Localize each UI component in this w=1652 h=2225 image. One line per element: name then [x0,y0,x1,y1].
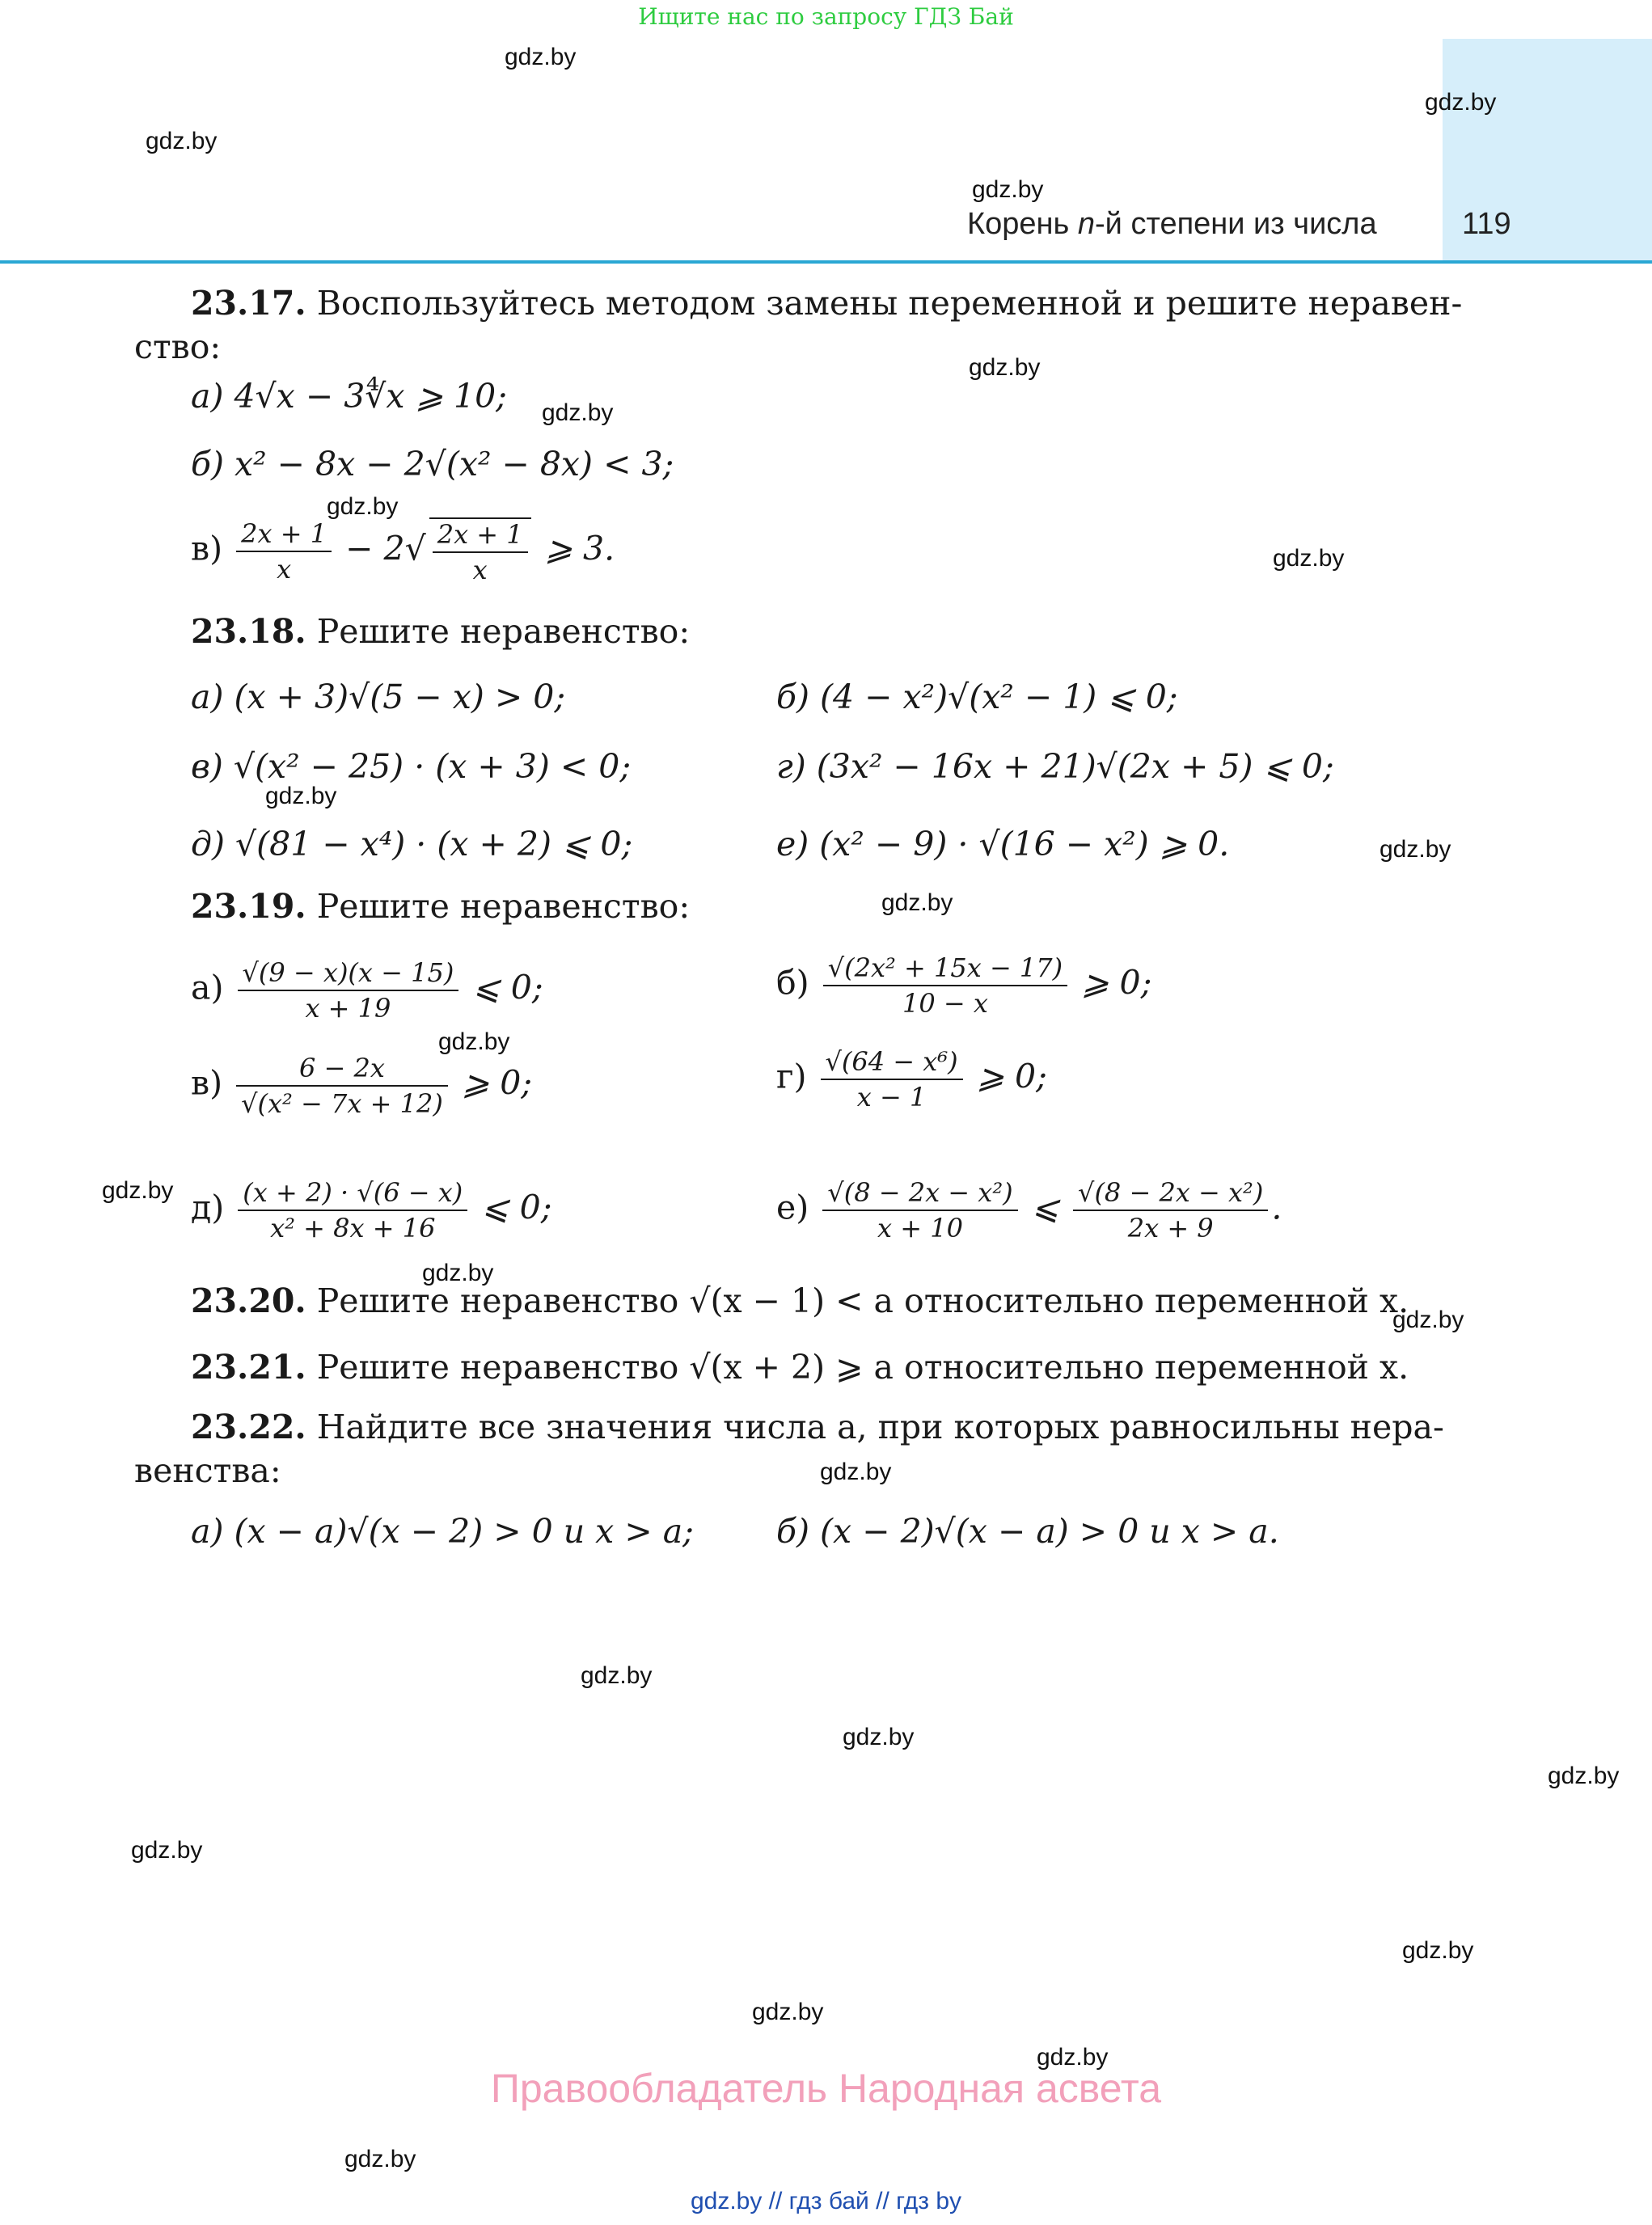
problem-23-21: 23.21. Решите неравенство √(x + 2) ⩾ a относительно переменной x. [191,1348,1409,1387]
watermark: gdz.by [422,1260,494,1286]
watermark: gdz.by [327,493,399,520]
problem-23-20: 23.20. Решите неравенство √(x − 1) < a относительно переменной x. [191,1281,1409,1320]
problem-23-18-d: д) √(81 − x⁴) · (x + 2) ⩽ 0; [191,825,633,863]
watermark: gdz.by [969,354,1041,381]
problem-23-22-line2: венства: [134,1451,281,1490]
problem-23-22: 23.22. Найдите все значения числа a, при которых равносильны нера- [191,1408,1444,1446]
watermark: gdz.by [1379,836,1451,863]
problem-23-18-a: а) (x + 3)√(5 − x) > 0; [191,678,566,716]
problem-23-19-e: е) $\frac{\text{√(8 − 2x − x²)}}{x + 10}$ ⩽ $\frac{\text{√(8 − 2x − x²)}}{2x + 9}$ . [776,1177,1282,1243]
problem-23-19: 23.19. Решите неравенство: [191,887,691,926]
watermark: gdz.by [1392,1307,1464,1333]
header-rule [0,260,1652,264]
problem-23-18-b: б) (4 − x²)√(x² − 1) ⩽ 0; [776,678,1178,716]
watermark: gdz.by [1273,545,1345,572]
watermark: gdz.by [972,176,1044,203]
watermark: gdz.by [1548,1763,1620,1789]
watermark: gdz.by [881,889,953,916]
problem-23-17-a: а) 4√x − 3∜x ⩾ 10; [191,377,507,416]
watermark: gdz.by [265,783,337,809]
watermark: gdz.by [438,1028,510,1055]
watermark: gdz.by [344,2146,416,2172]
problem-23-19-g: г) $\frac{\text{√(64 − x⁶)}}{x - 1}$ ⩾ 0; [776,1046,1047,1112]
watermark: gdz.by [1402,1937,1474,1964]
problem-23-17-line2: ство: [134,327,222,366]
copyright-notice: Правообладатель Народная асвета [490,2066,1162,2111]
problem-23-19-a: а) $\frac{√(9 - x)(x - 15)}{x + 19}$ ⩽ 0; [191,957,543,1024]
watermark: gdz.by [1037,2044,1109,2071]
problem-23-18-g: г) (3x² − 16x + 21)√(2x + 5) ⩽ 0; [776,747,1334,786]
problem-23-17: 23.17. Воспользуйтесь методом замены переменной и решите неравен- [191,284,1463,323]
footer-links[interactable]: gdz.by // гдз бай // гдз by [690,2188,962,2214]
watermark: gdz.by [542,399,614,426]
watermark: gdz.by [505,44,577,70]
watermark: gdz.by [581,1662,653,1689]
running-head: Корень n-й степени из числа [967,207,1377,241]
problem-23-17-v: в) $\frac{2x + 1}{x}$ − 2√ $\frac{2x + 1}{x}$ ⩾ 3. [191,518,615,585]
problem-23-22-b: б) (x − 2)√(x − a) > 0 и x > a. [776,1512,1279,1551]
page-number: 119 [1462,207,1511,241]
problem-23-18-e: е) (x² − 9) · √(16 − x²) ⩾ 0. [776,825,1230,863]
top-banner: Ищите нас по запросу ГДЗ Бай [638,3,1014,30]
problem-23-22-a: а) (x − a)√(x − 2) > 0 и x > a; [191,1512,694,1551]
watermark: gdz.by [843,1724,915,1750]
problem-23-18-v: в) √(x² − 25) · (x + 3) < 0; [191,747,632,786]
watermark: gdz.by [102,1177,174,1204]
watermark: gdz.by [131,1837,203,1864]
problem-23-18: 23.18. Решите неравенство: [191,612,691,651]
problem-23-19-d: д) $\frac{(x + 2) \cdot √(6 - x)}{\text{x² + 8x + 16}}$ ⩽ 0; [191,1177,552,1243]
watermark: gdz.by [1425,89,1497,116]
problem-23-19-v: в) $\frac{6 - 2x}{\text{√(x² − 7x + 12)}}$ ⩾ 0; [191,1053,533,1119]
problem-23-17-b: б) x² − 8x − 2√(x² − 8x) < 3; [191,445,674,483]
watermark: gdz.by [752,1999,824,2025]
problem-23-19-b: б) $\frac{\text{√(2x² + 15x − 17)}}{10 - x}$ ⩾ 0; [776,952,1152,1019]
watermark: gdz.by [820,1459,892,1485]
watermark: gdz.by [146,128,218,154]
